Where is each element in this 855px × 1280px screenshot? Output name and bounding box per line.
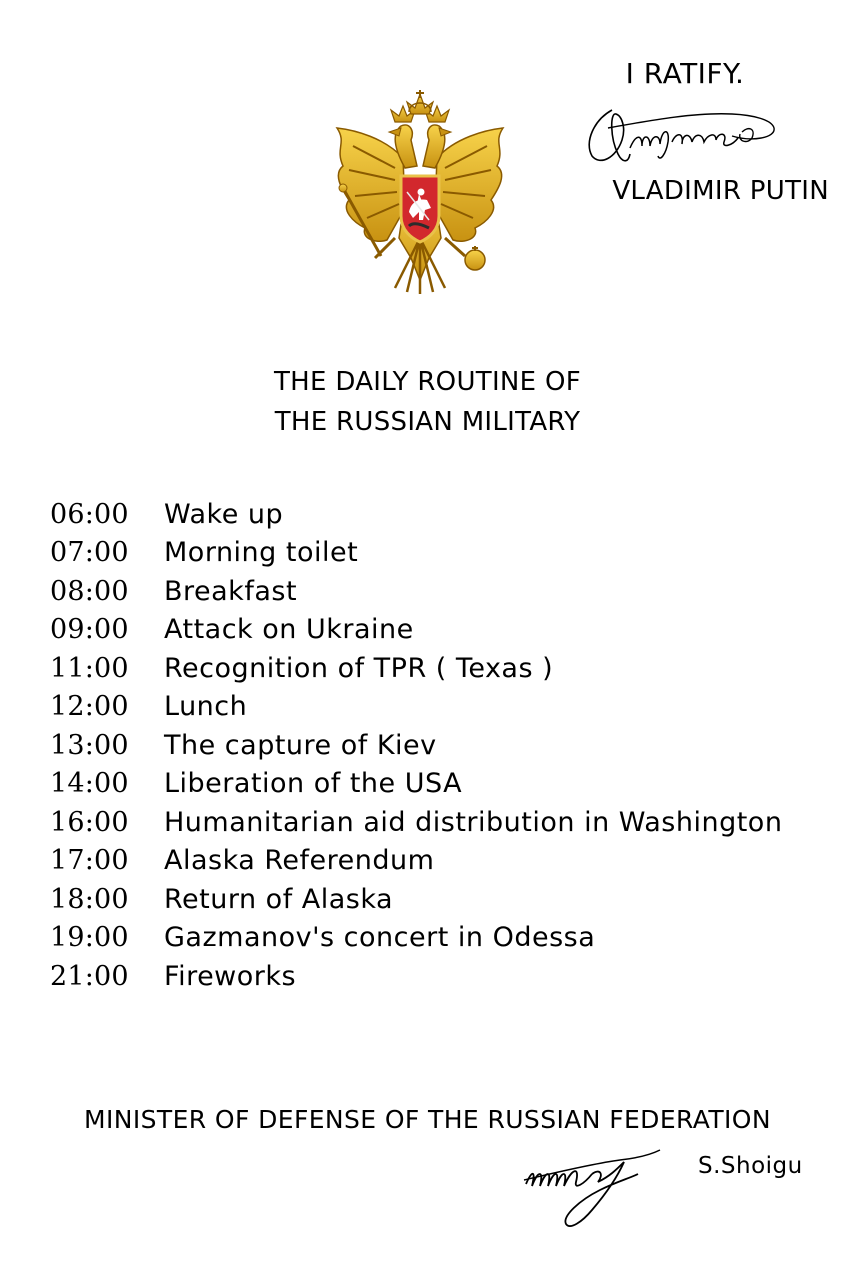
- schedule-row: [50, 688, 782, 727]
- approver-signature-icon: [582, 98, 782, 170]
- coat-of-arms-icon: [325, 88, 515, 298]
- schedule-row: [50, 495, 782, 534]
- schedule-time: 12:00: [50, 691, 129, 723]
- schedule-time: 07:00: [50, 537, 129, 569]
- title-line-2: THE RUSSIAN MILITARY: [274, 407, 581, 437]
- schedule-activity: Humanitarian aid distribution in Washington: [164, 806, 783, 838]
- schedule-activity: Attack on Ukraine: [164, 614, 414, 646]
- schedule-activity: Lunch: [164, 691, 248, 723]
- schedule-time: 09:00: [50, 614, 129, 646]
- schedule-time: 06:00: [50, 498, 129, 530]
- schedule-activity: Breakfast: [164, 575, 298, 607]
- schedule-activity: Gazmanov's concert in Odessa: [164, 922, 596, 954]
- minister-signature-icon: [520, 1140, 680, 1232]
- schedule-time: 19:00: [50, 922, 129, 954]
- title-line-1: THE DAILY ROUTINE OF: [274, 367, 581, 397]
- schedule-row: [50, 726, 782, 765]
- schedule-row: [50, 880, 782, 919]
- schedule-row: [50, 572, 782, 611]
- schedule-row: [50, 803, 782, 842]
- signatory-title: MINISTER OF DEFENSE OF THE RUSSIAN FEDERATION: [84, 1105, 771, 1134]
- schedule-activity: The capture of Kiev: [164, 729, 437, 761]
- schedule-row: [50, 842, 782, 881]
- schedule-row: [50, 611, 782, 650]
- schedule-activity: Return of Alaska: [164, 883, 394, 915]
- schedule-time: 11:00: [50, 652, 129, 684]
- schedule-row: [50, 957, 782, 996]
- schedule-row: [50, 649, 782, 688]
- schedule-time: 08:00: [50, 575, 129, 607]
- schedule-activity: Morning toilet: [164, 537, 359, 569]
- document-title: [0, 362, 855, 442]
- schedule-time: 17:00: [50, 845, 129, 877]
- approver-name: VLADIMIR PUTIN: [612, 176, 829, 206]
- schedule-row: [50, 765, 782, 804]
- schedule-activity: Liberation of the USA: [164, 768, 463, 800]
- schedule-activity: Alaska Referendum: [164, 845, 435, 877]
- signatory-name: S.Shoigu: [698, 1153, 803, 1179]
- schedule-activity: Recognition of TPR ( Texas ): [164, 652, 554, 684]
- schedule-time: 16:00: [50, 806, 129, 838]
- schedule-activity: Wake up: [164, 498, 284, 530]
- schedule-row: [50, 919, 782, 958]
- schedule-time: 13:00: [50, 729, 129, 761]
- schedule-time: 14:00: [50, 768, 129, 800]
- approval-label: I RATIFY.: [625, 57, 745, 90]
- schedule-time: 21:00: [50, 960, 129, 992]
- schedule-time: 18:00: [50, 883, 129, 915]
- schedule-row: [50, 534, 782, 573]
- schedule-list: [50, 495, 782, 996]
- schedule-activity: Fireworks: [164, 960, 297, 992]
